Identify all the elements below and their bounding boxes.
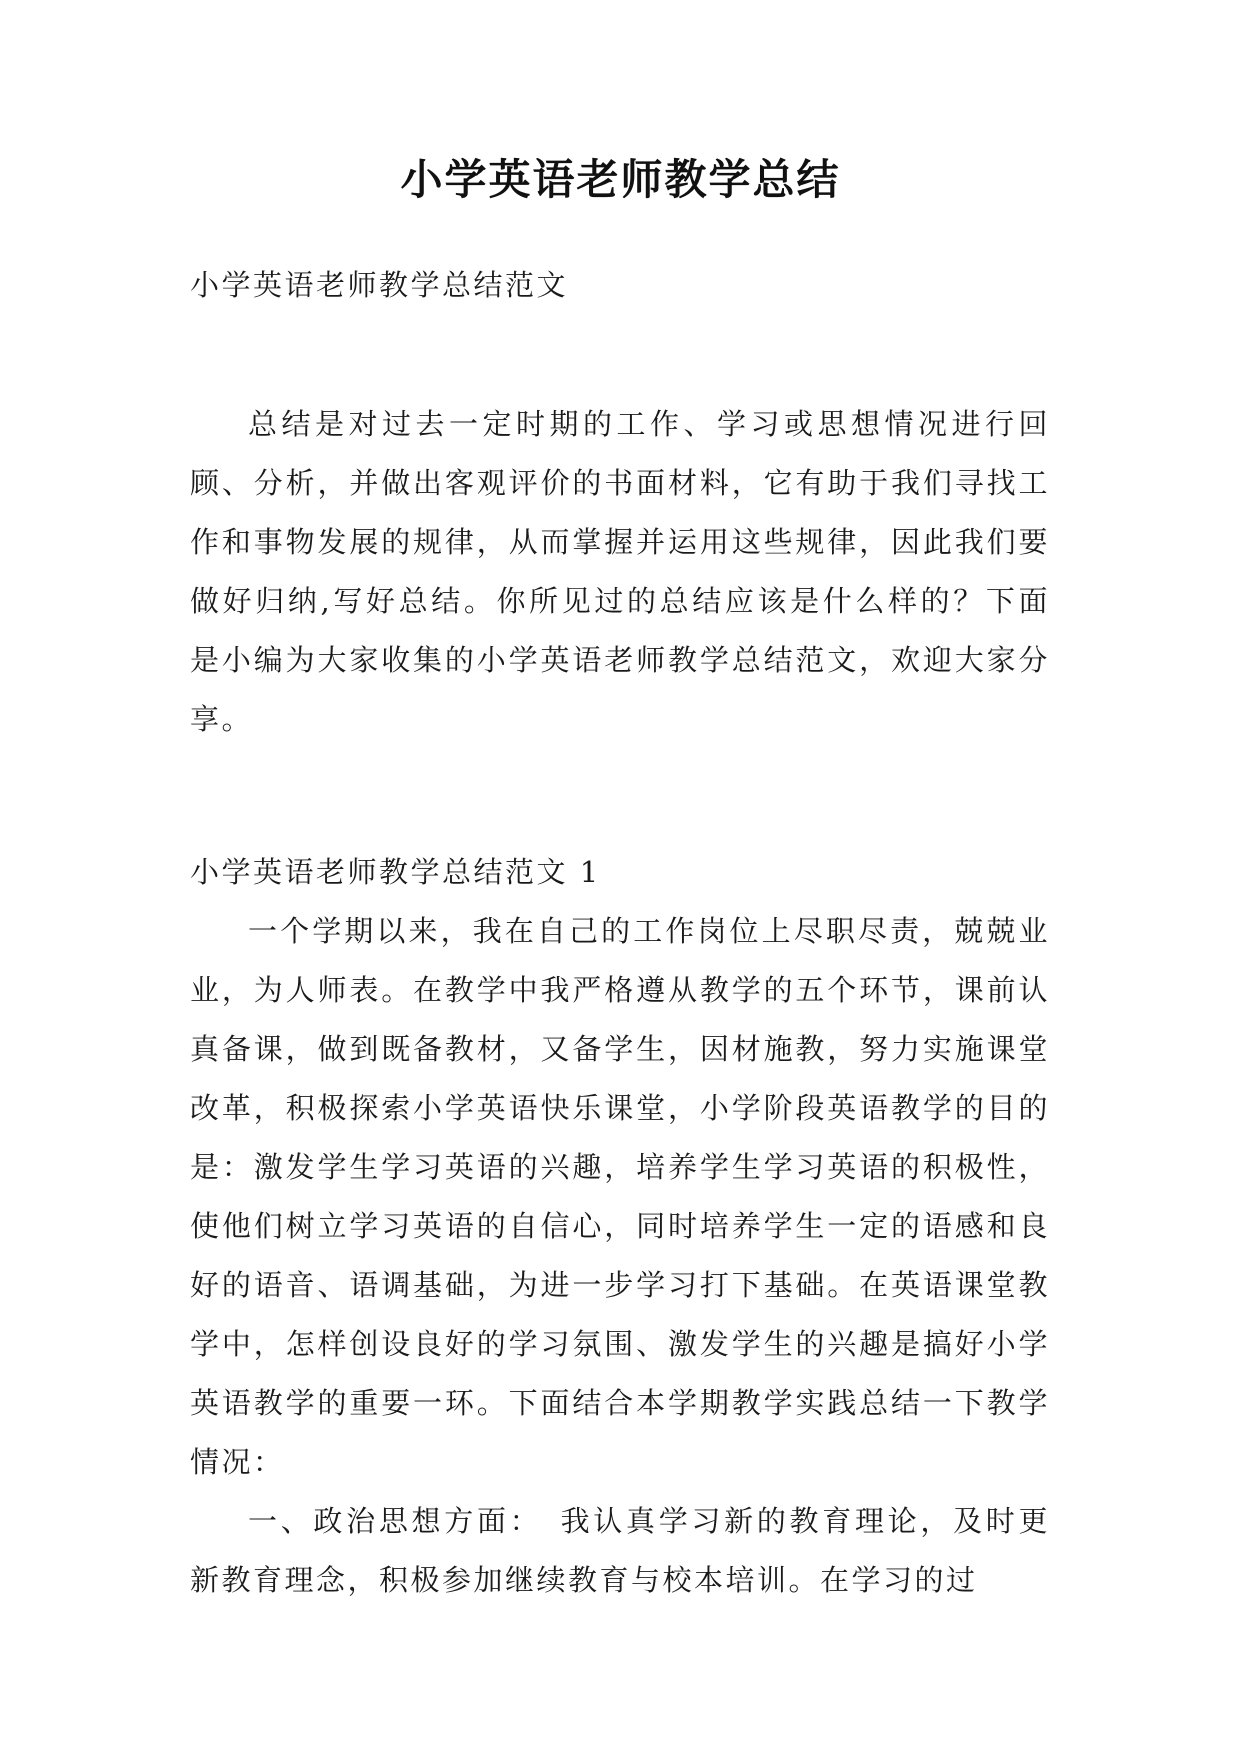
document-title: 小学英语老师教学总结	[400, 155, 841, 204]
spacer	[190, 315, 1050, 395]
document-subtitle: 小学英语老师教学总结范文	[190, 268, 569, 302]
section-paragraph: 一、政治思想方面： 我认真学习新的教育理论，及时更新教育理念，积极参加继续教育与校本培训。在学习的过	[190, 1504, 1050, 1597]
section-heading: 小学英语老师教学总结范文 1	[190, 855, 601, 889]
spacer	[190, 749, 1050, 843]
section-paragraph: 一个学期以来，我在自己的工作岗位上尽职尽责，兢兢业业，为人师表。在教学中我严格遵从教学的五个环节，课前认真备课，做到既备教材，又备学生，因材施教，努力实施课堂改革，积极探索小学英语快乐课堂，小学阶段英语教学的目的是：激发学生学习英语的兴趣，培养学生学习英语的积极性，使他们树立学习英语的自信心，同时培养学生一定的语感和良好的语音、语调基础，为进一步学习打下基础。在英语课堂教学中，怎样创设良好的学习氛围、激发学生的兴趣是搞好小学英语教学的重要一环。下面结合本学期教学实践总结一下教学情况：	[190, 914, 1050, 1479]
document-body	[190, 256, 1050, 1610]
intro-paragraph: 总结是对过去一定时期的工作、学习或思想情况进行回顾、分析，并做出客观评价的书面材料，它有助于我们寻找工作和事物发展的规律，从而掌握并运用这些规律，因此我们要做好归纳,写好总结。你所见过的总结应该是什么样的？下面是小编为大家收集的小学英语老师教学总结范文，欢迎大家分享。	[190, 407, 1050, 736]
